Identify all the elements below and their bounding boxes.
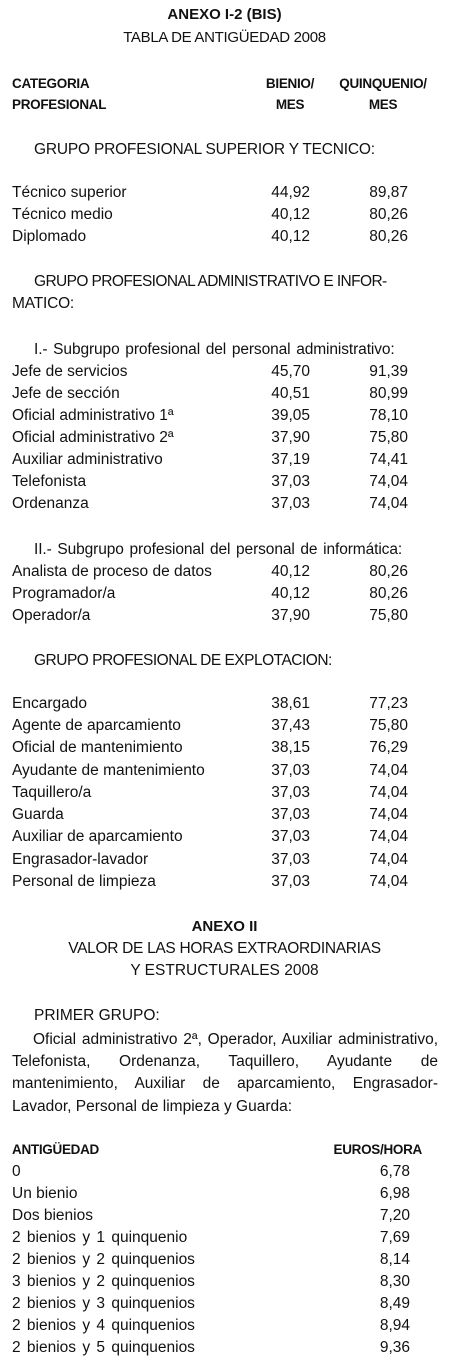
table-row: Agente de aparcamiento 37,43 75,80 xyxy=(12,717,408,734)
table-row: Guarda 37,03 74,04 xyxy=(12,806,408,823)
table-row: Taquillero/a 37,03 74,04 xyxy=(12,784,408,801)
table-row: 2 bienios y 5 quinquenios 9,36 xyxy=(12,1339,410,1356)
header-professional: PROFESIONAL xyxy=(12,97,107,112)
table-row: Técnico medio 40,12 80,26 xyxy=(12,206,408,223)
table-row: 3 bienios y 2 quinquenios 8,30 xyxy=(12,1273,410,1290)
table-row: Jefe de sección 40,51 80,99 xyxy=(12,385,408,402)
group-heading-superior: GRUPO PROFESIONAL SUPERIOR Y TECNICO: xyxy=(34,141,375,158)
header-euros-hora: EUROS/HORA xyxy=(333,1142,422,1157)
annex2-title: ANEXO II xyxy=(191,918,258,935)
table-row: 2 bienios y 4 quinquenios 8,94 xyxy=(12,1317,410,1334)
header-category: CATEGORIA xyxy=(12,76,90,91)
table-row: Analista de proceso de datos 40,12 80,26 xyxy=(12,563,408,580)
table-row: Engrasador-lavador 37,03 74,04 xyxy=(12,851,408,868)
table-row: Diplomado 40,12 80,26 xyxy=(12,228,408,245)
table-row: Telefonista 37,03 74,04 xyxy=(12,473,408,490)
table-row: Ayudante de mantenimiento 37,03 74,04 xyxy=(12,762,408,779)
table-row: Operador/a 37,90 75,80 xyxy=(12,607,408,624)
table-row: 2 bienios y 1 quinquenio 7,69 xyxy=(12,1229,410,1246)
header-antiguedad: ANTIGÜEDAD xyxy=(12,1142,99,1157)
annex2-subtitle-line2: Y ESTRUCTURALES 2008 xyxy=(130,962,319,979)
header-quinquenio: QUINQUENIO/ xyxy=(339,76,427,91)
header-quinquenio-mes: MES xyxy=(368,97,398,112)
group-heading-admin: GRUPO PROFESIONAL ADMINISTRATIVO E INFOR- xyxy=(34,273,387,290)
annex2-subtitle-line1: VALOR DE LAS HORAS EXTRAORDINARIAS xyxy=(68,940,381,957)
group-heading-admin-continued: MATICO: xyxy=(12,295,75,312)
table-row: Dos bienios 7,20 xyxy=(12,1207,410,1224)
table-row: Jefe de servicios 45,70 91,39 xyxy=(12,363,408,380)
annex1-title: ANEXO I-2 (BIS) xyxy=(167,6,282,23)
subgroup-heading-admin: I.- Subgrupo profesional del personal administrativo: xyxy=(34,341,395,358)
table-row: Técnico superior 44,92 89,87 xyxy=(12,184,408,201)
subgroup-heading-info: II.- Subgrupo profesional del personal de informática: xyxy=(34,541,403,558)
header-bienio-mes: MES xyxy=(275,97,305,112)
header-bienio: BIENIO/ xyxy=(265,76,315,91)
table-row: 2 bienios y 2 quinquenios 8,14 xyxy=(12,1251,410,1268)
annex2-group-label: PRIMER GRUPO: xyxy=(34,1007,160,1024)
table-row: Oficial de mantenimiento 38,15 76,29 xyxy=(12,739,408,756)
group-heading-explotacion: GRUPO PROFESIONAL DE EXPLOTACION: xyxy=(34,652,332,669)
table-row: Un bienio 6,98 xyxy=(12,1185,410,1202)
table-row: Ordenanza 37,03 74,04 xyxy=(12,495,408,512)
table-row: Oficial administrativo 2ª 37,90 75,80 xyxy=(12,429,408,446)
table-row: Auxiliar administrativo 37,19 74,41 xyxy=(12,451,408,468)
annex2-group-description: Oficial administrativo 2ª, Operador, Auxiliar administrativo, Telefonista, Ordenanza, Taquillero, Ayudante de mantenimiento, Auxiliar de aparcamiento, Engrasador-Lavador, Personal de limpieza y Guarda: xyxy=(12,1031,438,1115)
table-row: 0 6,78 xyxy=(12,1163,410,1180)
table-row: Encargado 38,61 77,23 xyxy=(12,695,408,712)
table-row: Oficial administrativo 1ª 39,05 78,10 xyxy=(12,407,408,424)
annex1-subtitle: TABLA DE ANTIGÜEDAD 2008 xyxy=(123,29,326,46)
table-row: 2 bienios y 3 quinquenios 8,49 xyxy=(12,1295,410,1312)
table-row: Auxiliar de aparcamiento 37,03 74,04 xyxy=(12,828,408,845)
table-row: Programador/a 40,12 80,26 xyxy=(12,585,408,602)
table-row: Personal de limpieza 37,03 74,04 xyxy=(12,873,408,890)
